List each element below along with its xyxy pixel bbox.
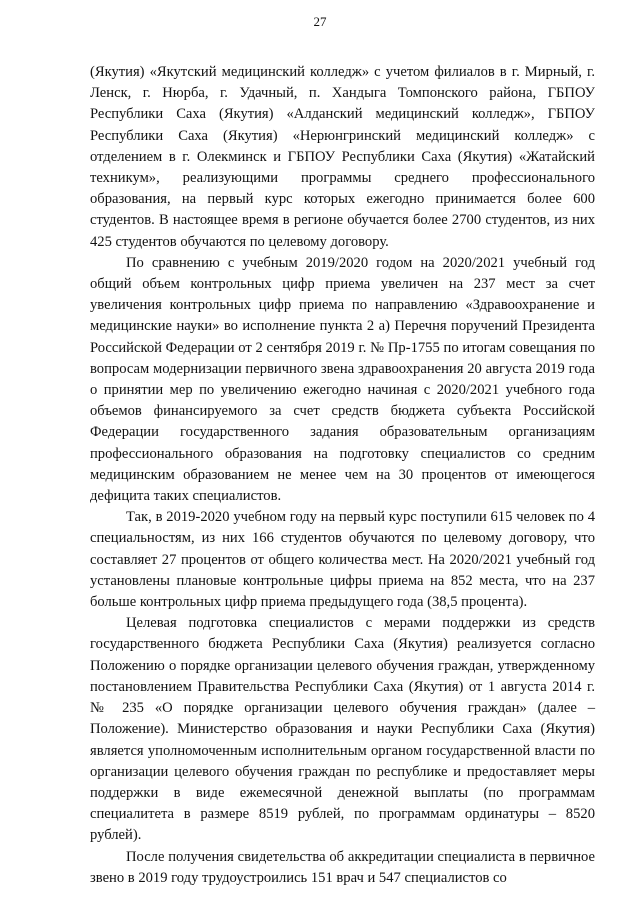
paragraph-targeted-training: Целевая подготовка специалистов с мерами поддержки из средств государственного бюджета Республики Саха (Якутия) реализуется согласно Положению о порядке организации целевого обучения граждан, утвержденному постановлением Правительства Республики Саха (Якутия) от 1 августа 2014 г. № 235 «О порядке организации целевого обучения граждан» (далее – Положение). Министерство образования и науки Республики Саха (Якутия) является уполномоченным исполнительным органом государственной власти по организации целевого обучения граждан по республике и предоставляет меры поддержки в виде ежемесячной денежной выплаты (по программам специалитета в размере 8519 рублей, по программам ординатуры – 8520 рублей). [90, 615, 595, 844]
paragraph-continuation: (Якутия) «Якутский медицинский колледж» с учетом филиалов в г. Мирный, г. Ленск, г. Нюрба, г. Удачный, п. Хандыга Томпонского района, ГБПОУ Республики Саха (Якутия) «Алданский медицинский колледж», ГБПОУ Республики Саха (Якутия) «Нерюнгринский медицинский колледж» с отделением в г. Олекминск и ГБПОУ Республики Саха (Якутия) «Жатайский техникум», реализующими программы среднего профессионального образования, на первый курс которых ежегодно принимается более 600 студентов. В настоящее время в регионе обучается более 2700 студентов, из них 425 студентов обучаются по целевому договору. [90, 64, 595, 250]
document-body [90, 62, 595, 889]
paragraph-employment: После получения свидетельства об аккредитации специалиста в первичное звено в 2019 году трудоустроились 151 врач и 547 специалистов со [90, 848, 595, 886]
page-number: 27 [313, 14, 327, 29]
paragraph-admission-increase: По сравнению с учебным 2019/2020 годом на 2020/2021 учебный год общий объем контрольных цифр приема увеличен на 237 мест за счет увеличения контрольных цифр приема по направлению «Здравоохранение и медицинские науки» во исполнение пункта 2 а) Перечня поручений Президента Российской Федерации от 2 сентября 2019 г. № Пр-1755 по итогам совещания по вопросам модернизации первичного звена здравоохранения 20 августа 2019 года о принятии мер по увеличению ежегодно начиная с 2020/2021 учебного года объемов финансируемого за счет средств бюджета субъекта Российской Федерации государственного задания образовательным организациям профессионального образования на подготовку специалистов со средним медицинским образованием не менее чем на 30 процентов от имеющегося дефицита таких специалистов. [90, 254, 595, 505]
paragraph-admission-statistics: Так, в 2019-2020 учебном году на первый курс поступили 615 человек по 4 специальностям, из них 166 студентов обучаются по целевому договору, что составляет 27 процентов от общего количества мест. На 2020/2021 учебный год установлены плановые контрольные цифры приема на 852 места, что на 237 больше контрольных цифр приема предыдущего года (38,5 процента). [90, 509, 595, 611]
